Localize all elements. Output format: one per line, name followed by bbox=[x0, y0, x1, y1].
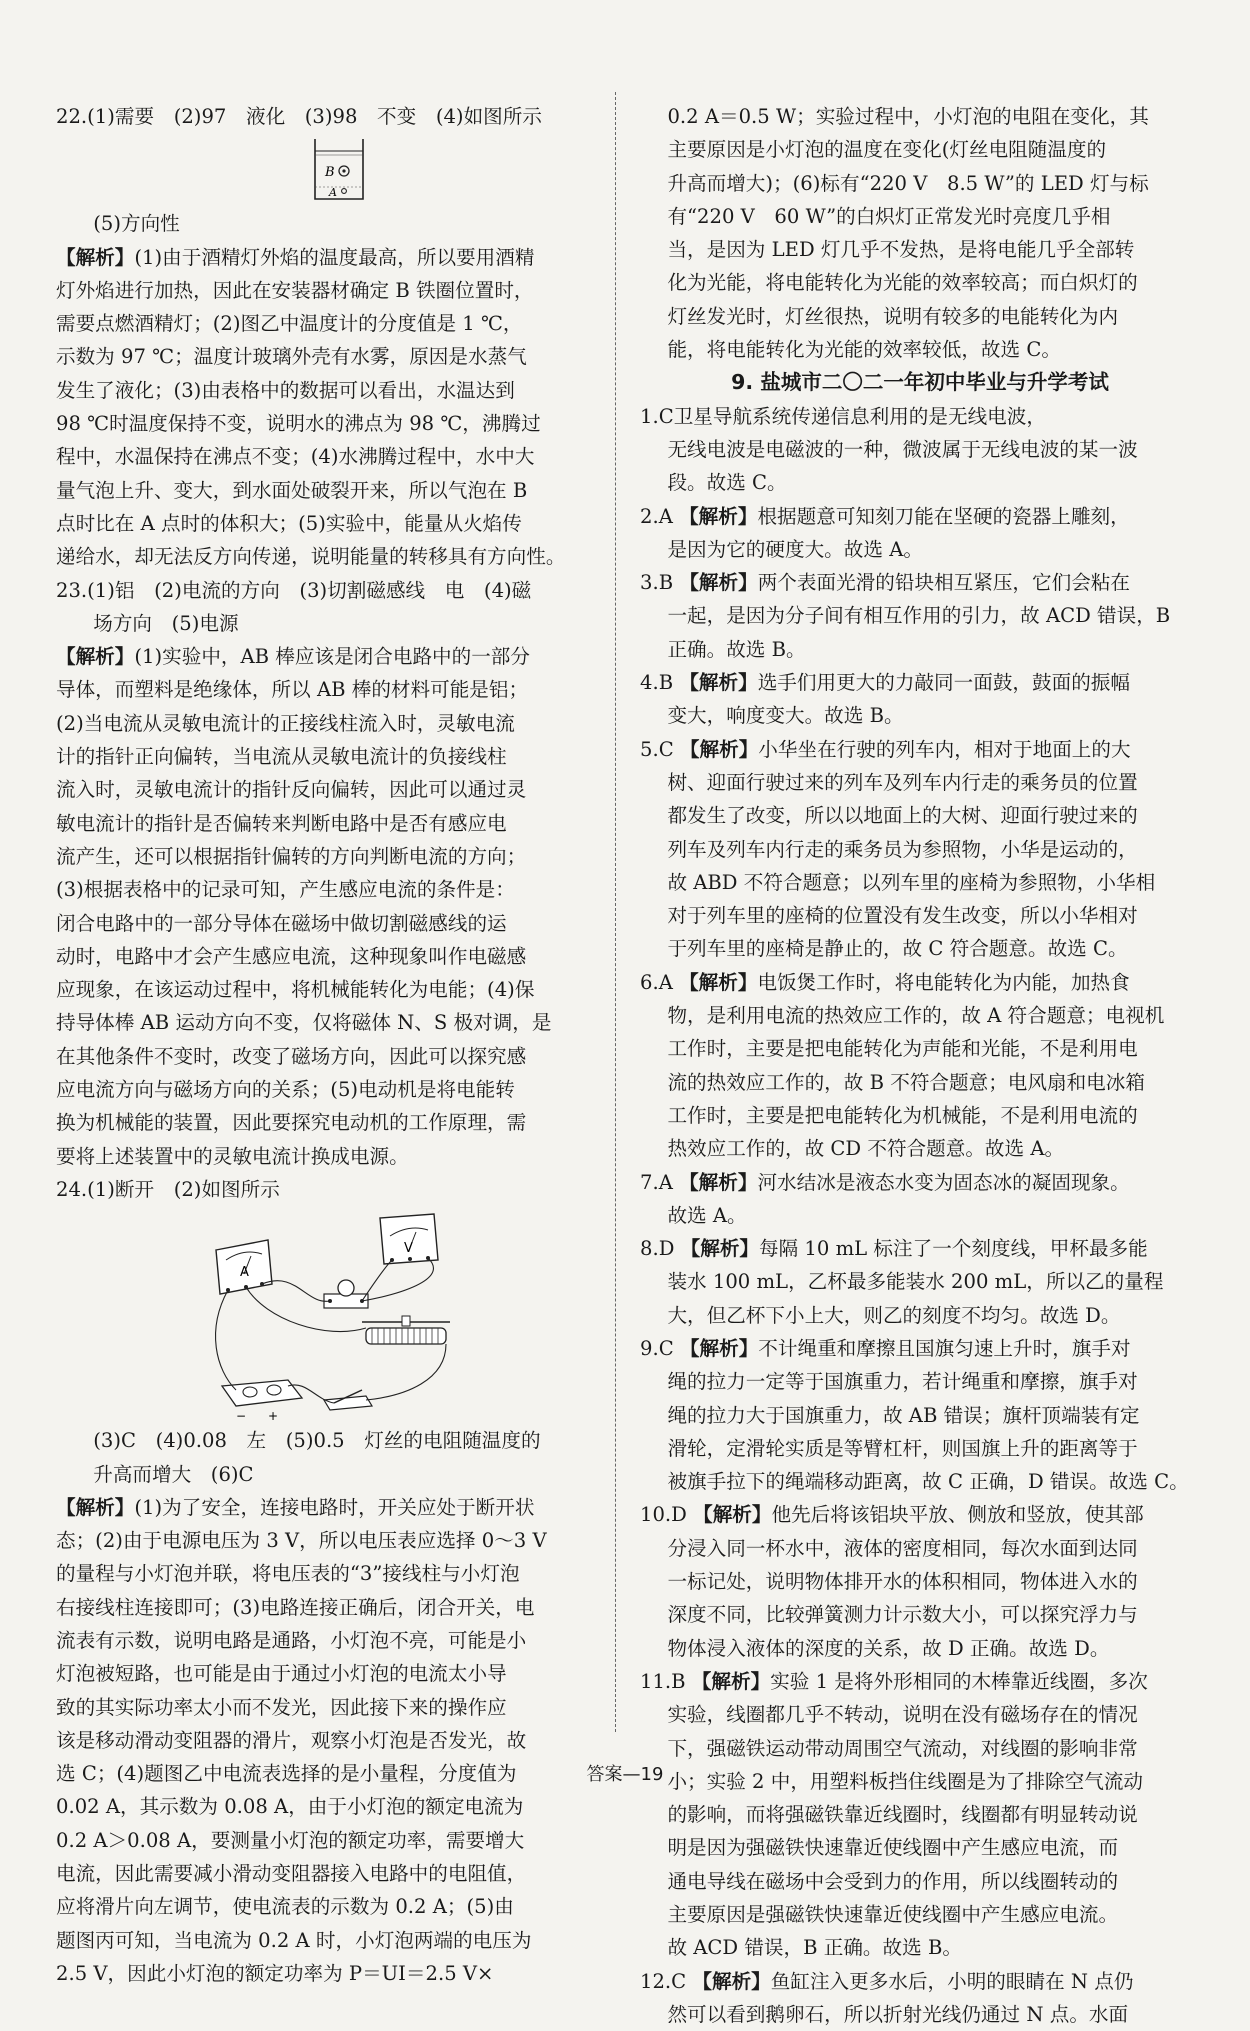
right-column bbox=[640, 100, 1200, 2031]
answer-item-first-line: 11.B 【解析】实验 1 是将外形相同的木棒靠近线圈，多次 bbox=[640, 1669, 1148, 1693]
answer-item-line: 的影响，而将强磁铁靠近线圈时，线圈都有明显转动说 bbox=[667, 1803, 1138, 1827]
battery-plus-label: + bbox=[268, 1409, 279, 1423]
analysis-tag: 【解析】 bbox=[679, 1336, 759, 1360]
answer-item-first-line: 10.D 【解析】他先后将该铝块平放、侧放和竖放，使其部 bbox=[640, 1503, 1144, 1527]
answer-item-line: 滑轮，定滑轮实质是等臂杠杆，则国旗上升的距离等于 bbox=[667, 1436, 1138, 1460]
answer-item-first-line: 2.A 【解析】根据题意可知刻刀能在坚硬的瓷器上雕刻， bbox=[640, 504, 1130, 528]
answer-22-header: 22.(1)需要 (2)97 液化 (3)98 不变 (4)如图所示 bbox=[56, 105, 542, 128]
answer-item-line: 主要原因是强磁铁快速靠近使线圈中产生感应电流。 bbox=[667, 1903, 1119, 1927]
answer-item-line: 物体浸入液体的深度的关系，故 D 正确。故选 D。 bbox=[667, 1636, 1110, 1660]
answer-item-line: 是因为它的硬度大。故选 A。 bbox=[667, 537, 923, 561]
answer-24-header: 24.(1)断开 (2)如图所示 bbox=[56, 1177, 280, 1201]
circuit-figure-row bbox=[56, 1206, 594, 1424]
section-title: 9. 盐城市二〇二一年初中毕业与升学考试 bbox=[731, 370, 1109, 395]
analysis-tag: 【解析】 bbox=[56, 245, 135, 269]
answer-22: 22.(1)需要 (2)97 液化 (3)98 不变 (4)如图所示 B A (5)方向性 【解析】(1)由于酒精灯外焰的温度最高，所以要用酒精 灯外焰进行加热，因此在安装器材确定 B 铁圈位置时， 需要点燃酒精灯；(2)图乙中温度计的分度值是 1 ℃， 示数为 97 ℃；温度计玻璃外壳有水雾，原因是水蒸气 发生了液化；(3)由表格中的数据可以看出，水温达到 98 ℃时温度保持不变，说明水的沸点为 98 ℃，沸腾过 程中，水温保持在沸点不变；(4)水沸腾过程中，水中大 量气泡上升、变大，到水面处破裂开来，所以气泡在 B 点时比在 A 点时的体积大；(5)实验中，能量从火焰传 递给水，却无法反方向传递，说明能量的转移具有方向性。 bbox=[56, 100, 594, 574]
answer-item-line: 被旗手拉下的绳端移动距离，故 C 正确，D 错误。故选 C。 bbox=[667, 1470, 1189, 1494]
analysis-tag: 【解析】 bbox=[691, 1669, 771, 1693]
answer-item-line: 然可以看到鹅卵石，所以折射光线仍通过 N 点。水面 bbox=[667, 2002, 1129, 2026]
answer-item-line: 都发生了改变，所以以地面上的大树、迎面行驶过来的 bbox=[667, 804, 1138, 828]
answer-item-first-line: 6.A 【解析】电饭煲工作时，将电能转化为内能，加热食 bbox=[640, 970, 1130, 994]
answer-number: 9.C bbox=[640, 1336, 674, 1360]
answer-item bbox=[640, 1665, 1200, 1965]
answer-item bbox=[640, 1498, 1200, 1664]
analysis-tag: 【解析】 bbox=[693, 1503, 772, 1527]
answer-number: 3.B bbox=[640, 571, 674, 595]
switch-icon bbox=[324, 1390, 372, 1410]
answer-item-line: 装水 100 mL，乙杯最多能装水 200 mL，所以乙的量程 bbox=[667, 1270, 1164, 1294]
answer-item-line: 绳的拉力大于国旗重力，故 AB 错误；旗杆顶端装有定 bbox=[667, 1403, 1140, 1427]
analysis-tag: 【解析】 bbox=[679, 737, 759, 761]
analysis-tag: 【解析】 bbox=[692, 1969, 771, 1993]
answer-item-line: 工作时，主要是把电能转化为机械能，不是利用电流的 bbox=[667, 1103, 1138, 1127]
analysis-tag: 【解析】 bbox=[679, 1170, 758, 1194]
answer-item-line: 故选 A。 bbox=[667, 1203, 747, 1227]
lamp-icon bbox=[324, 1280, 368, 1308]
answer-item bbox=[640, 566, 1200, 666]
answer-item-line: 通电导线在磁场中会受到力的作用，所以线圈转动的 bbox=[667, 1869, 1119, 1893]
answer-item-line: 无线电波是电磁波的一种，微波属于无线电波的某一波 bbox=[667, 437, 1138, 461]
answer-item bbox=[640, 666, 1200, 733]
analysis-tag: 【解析】 bbox=[679, 671, 758, 695]
rheostat-icon bbox=[362, 1316, 450, 1344]
answer-item-line: 下，强磁铁运动带动周围空气流动，对线圈的影响非常 bbox=[667, 1736, 1138, 1760]
answer-24-continuation: 0.2 A＝0.5 W；实验过程中，小灯泡的电阻在变化，其 主要原因是小灯泡的温度在变化(灯丝电阻随温度的 升高而增大)；(6)标有“220 V 8.5 W”的 LED 灯与标 有“220 V 60 W”的白炽灯正常发光时亮度几乎相 当，是因为 LED 灯几乎不发热，是将电能几乎全部转 化为光能，将电能转化为光能的效率较高；而白炽灯的 灯丝发光时，灯丝很热，说明有较多的电能转化为内 能，将电能转化为光能的效率较低，故选 C。 bbox=[667, 105, 1149, 362]
answer-item-line: 变大，响度变大。故选 B。 bbox=[667, 704, 904, 728]
answer-item bbox=[640, 1232, 1200, 1332]
answer-item-line: 明是因为强磁铁快速靠近使线圈中产生感应电流，而 bbox=[667, 1836, 1119, 1860]
analysis-tag: 【解析】 bbox=[679, 571, 758, 595]
ammeter-label: A bbox=[240, 1265, 249, 1281]
answer-number: 10.D bbox=[640, 1503, 687, 1527]
analysis-tag: 【解析】 bbox=[56, 645, 135, 669]
analysis-tag: 【解析】 bbox=[56, 1495, 135, 1519]
answer-number: 7.A bbox=[640, 1170, 673, 1194]
answer-item-first-line: 3.B 【解析】两个表面光滑的铅块相互紧压，它们会粘在 bbox=[640, 571, 1130, 595]
answer-item-line: 树、迎面行驶过来的列车及列车内行走的乘务员的位置 bbox=[667, 770, 1138, 794]
answer-number: 6.A bbox=[640, 970, 673, 994]
label-a: A bbox=[329, 186, 337, 200]
answer-item-line: 流的热效应工作的，故 B 不符合题意；电风扇和电冰箱 bbox=[667, 1070, 1145, 1094]
answer-item-first-line: 9.C 【解析】不计绳重和摩擦且国旗匀速上升时，旗手对 bbox=[640, 1336, 1131, 1360]
answer-item-line: 一标记处，说明物体排开水的体积相同，物体进入水的 bbox=[667, 1570, 1138, 1594]
answer-item bbox=[640, 1965, 1200, 2031]
answer-item-line: 于列车里的座椅是静止的，故 C 符合题意。故选 C。 bbox=[667, 937, 1128, 961]
answer-item bbox=[640, 966, 1200, 1166]
label-b: B bbox=[325, 165, 335, 181]
voltmeter-icon bbox=[380, 1214, 438, 1264]
answer-23-header: 23.(1)铝 (2)电流的方向 (3)切割磁感线 电 (4)磁 bbox=[56, 578, 532, 602]
analysis-tag: 【解析】 bbox=[680, 1237, 760, 1261]
answer-item-line: 物，是利用电流的热效应工作的，故 A 符合题意；电视机 bbox=[667, 1004, 1165, 1028]
page-footer: 答案—19 bbox=[586, 1764, 664, 1785]
circuit-diagram-figure bbox=[206, 1210, 466, 1422]
answer-item-first-line: 5.C 【解析】小华坐在行驶的列车内，相对于地面上的大 bbox=[640, 737, 1131, 761]
answer-item-first-line: 1.C卫星导航系统传递信息利用的是无线电波， bbox=[640, 404, 1046, 428]
bubble-a-icon bbox=[342, 189, 347, 194]
answer-item-first-line: 4.B 【解析】选手们用更大的力敲同一面鼓，鼓面的振幅 bbox=[640, 671, 1130, 695]
answer-item-line: 正确。故选 B。 bbox=[667, 637, 806, 661]
answer-item-line: 分浸入同一杯水中，液体的密度相同，每次水面到达同 bbox=[667, 1536, 1138, 1560]
answer-item bbox=[640, 500, 1200, 567]
ammeter-icon bbox=[216, 1240, 272, 1294]
answer-number: 5.C bbox=[640, 737, 674, 761]
answer-item-line: 大，但乙杯下小上大，则乙的刻度不均匀。故选 D。 bbox=[667, 1303, 1121, 1327]
answer-number: 1.C bbox=[640, 404, 674, 428]
left-column bbox=[56, 100, 594, 1990]
beaker-bubbles-figure bbox=[311, 137, 367, 203]
battery-minus-label: − bbox=[236, 1409, 247, 1423]
answer-item-line: 深度不同，比较弹簧测力计示数大小，可以探究浮力与 bbox=[667, 1603, 1138, 1627]
analysis-tag: 【解析】 bbox=[679, 970, 758, 994]
answer-number: 4.B bbox=[640, 671, 674, 695]
beaker-figure-row bbox=[56, 133, 594, 207]
answer-item-line: 列车及列车内行走的乘务员为参照物，小华是运动的， bbox=[667, 837, 1138, 861]
answer-number: 8.D bbox=[640, 1237, 675, 1261]
answer-item bbox=[640, 400, 1200, 500]
answer-number: 2.A bbox=[640, 504, 673, 528]
answer-item-first-line: 7.A 【解析】河水结冰是液态水变为固态冰的凝固现象。 bbox=[640, 1170, 1130, 1194]
answer-item-line: 故 ACD 错误，B 正确。故选 B。 bbox=[667, 1936, 962, 1960]
answer-list bbox=[640, 400, 1200, 2031]
answer-item-line: 一起，是因为分子间有相互作用的引力，故 ACD 错误，B bbox=[667, 604, 1171, 628]
column-divider bbox=[615, 92, 616, 1732]
voltmeter-label: V bbox=[404, 1241, 413, 1257]
answer-24: 24.(1)断开 (2)如图所示 A V − + (3)C (4)0.08 左 (5)0.5 灯丝的电阻随温度的 升高而增大 (6)C 【解析】(1)为了安全，连接电路时，开关应处于断开状 态；(2)由于电源电压为 3 V，所以电压表应选择 0～3 V 的量程与小灯泡并联，将电压表的“3”接线柱与小灯泡 右接线柱连接即可；(3)电路连接正确后，闭合开关，电 流表有示数，说明电路是通路，小灯泡不亮，可能是小 灯泡被短路，也可能是由于通过小灯泡的电流太小导 致的其实际功率太小而不发光，因此接下来的操作应 该是移动滑动变阻器的滑片，观察小灯泡是否发光，故 选 C；(4)题图乙中电流表选择的是小量程，分度值为 0.02 A，其示数为 0.08 A，由于小灯泡的额定电流为 0.2 A＞0.08 A，要测量小灯泡的额定功率，需要增大 电流，因此需要减小滑动变阻器接入电路中的电阻值， 应将滑片向左调节，使电流表的示数为 0.2 A；(5)由 题图丙可知，当电流为 0.2 A 时，小灯泡两端的电压为 2.5 V，因此小灯泡的额定功率为 P＝UI＝2.5 V× bbox=[56, 1173, 594, 1990]
answer-item bbox=[640, 1166, 1200, 1233]
answer-item-line: 小；实验 2 中，用塑料板挡住线圈是为了排除空气流动 bbox=[667, 1769, 1144, 1793]
answer-item-line: 工作时，主要是把电能转化为声能和光能，不是利用电 bbox=[667, 1037, 1138, 1061]
answer-item-line: 实验，线圈都几乎不转动，说明在没有磁场存在的情况 bbox=[667, 1703, 1138, 1727]
answer-item-line: 故 ABD 不符合题意；以列车里的座椅为参照物，小华相 bbox=[667, 870, 1156, 894]
answer-item-first-line: 12.C 【解析】鱼缸注入更多水后，小明的眼睛在 N 点仍 bbox=[640, 1969, 1134, 1993]
answer-number: 12.C bbox=[640, 1969, 687, 1993]
answer-item-line: 绳的拉力一定等于国旗重力，若计绳重和摩擦，旗手对 bbox=[667, 1370, 1138, 1394]
answer-number: 11.B bbox=[640, 1669, 686, 1693]
answer-22-line2: (5)方向性 bbox=[93, 212, 180, 236]
answer-23: 23.(1)铝 (2)电流的方向 (3)切割磁感线 电 (4)磁 场方向 (5)电源 【解析】(1)实验中，AB 棒应该是闭合电路中的一部分 导体，而塑料是绝缘体，所以 AB 棒的材料可能是铝； (2)当电流从灵敏电流计的正接线柱流入时，灵敏电流 计的指针正向偏转，当电流从灵敏电流计的负接线柱 流入时，灵敏电流计的指针反向偏转，因此可以通过灵 敏电流计的指针是否偏转来判断电路中是否有感应电 流产生，还可以根据指针偏转的方向判断电流的方向； (3)根据表格中的记录可知，产生感应电流的条件是： 闭合电路中的一部分导体在磁场中做切割磁感线的运 动时，电路中才会产生感应电流，这种现象叫作电磁感 应现象，在该运动过程中，将机械能转化为电能；(4)保 持导体棒 AB 运动方向不变，仅将磁体 N、S 极对调，是 在其他条件不变时，改变了磁场方向，因此可以探究感 应电流方向与磁场方向的关系；(5)电动机是将电能转 换为机械能的装置，因此要探究电动机的工作原理，需 要将上述装置中的灵敏电流计换成电源。 bbox=[56, 574, 594, 1173]
answer-item-first-line: 8.D 【解析】每隔 10 mL 标注了一个刻度线，甲杯最多能 bbox=[640, 1237, 1148, 1261]
answer-item-line: 段。故选 C。 bbox=[667, 471, 787, 495]
answer-item bbox=[640, 1332, 1200, 1498]
battery-icon bbox=[222, 1380, 302, 1422]
answer-item-line: 热效应工作的，故 CD 不符合题意。故选 A。 bbox=[667, 1137, 1065, 1161]
answer-item-line: 对于列车里的座椅的位置没有发生改变，所以小华相对 bbox=[667, 904, 1138, 928]
answer-item bbox=[640, 733, 1200, 966]
analysis-tag: 【解析】 bbox=[679, 504, 758, 528]
